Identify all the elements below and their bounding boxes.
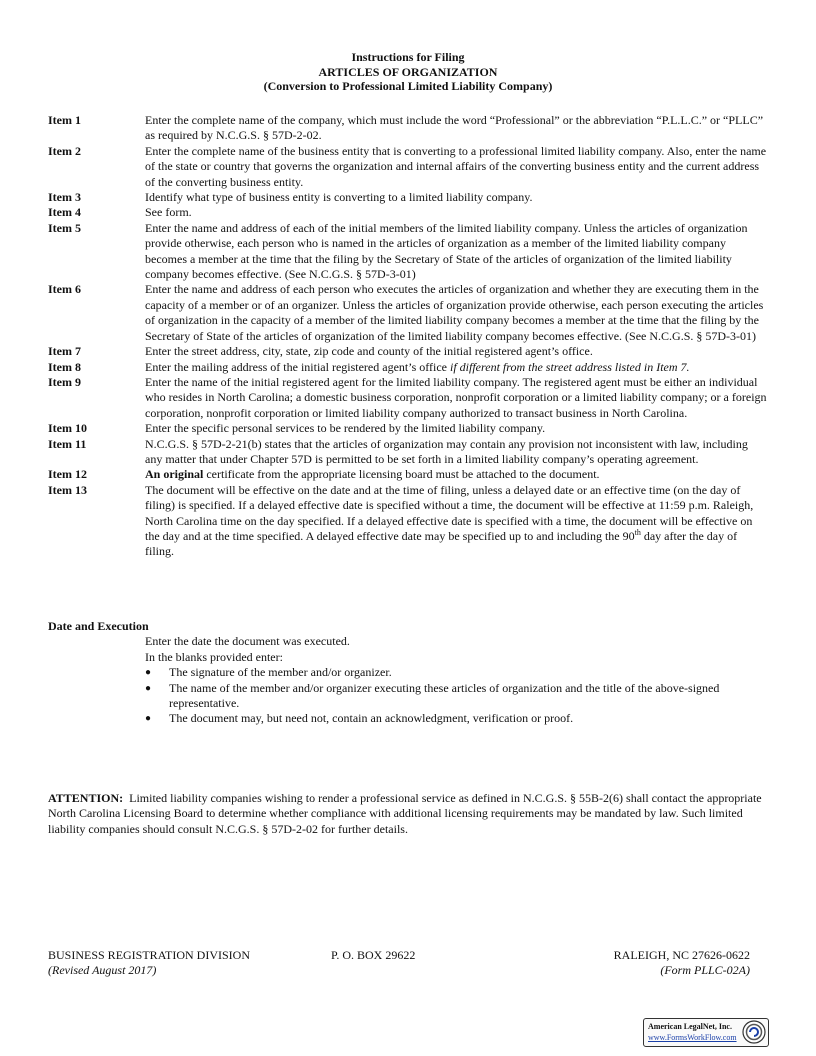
item-label: Item 11	[48, 436, 87, 451]
logo-company-name: American LegalNet, Inc.	[648, 1022, 732, 1031]
item-list	[48, 113, 768, 560]
list-item-text: The name of the member and/or organizer executing these articles of organization and the title of the above-signed representative.	[169, 680, 720, 711]
item-row	[48, 375, 768, 421]
item-label: Item 5	[48, 220, 81, 235]
item-text-italic: if different from the street address listed in Item 7.	[450, 359, 690, 374]
item-text: Enter the street address, city, state, zip code and county of the initial registered agent’s office.	[145, 344, 593, 359]
footer-revised: (Revised August 2017)	[48, 963, 157, 977]
item-label: Item 6	[48, 282, 81, 297]
item-text-main: The document will be effective on the date and at the time of filing, unless a delayed date or an effective time (on the day of filing) is specified. If a delayed effective date is specified without a time, the document will be effective at 11:59 p.m. Raleigh, North Carolina time on the day specified. If a delayed effective date is specified with a time, the document will be effective on the day and at the time specified. A delayed effective date may be specified up to and including the 90	[145, 482, 754, 543]
footer-row	[48, 963, 750, 978]
item-text: Enter the specific personal services to be rendered by the limited liability company.	[145, 421, 546, 436]
item-text-main: Enter the mailing address of the initial registered agent’s office	[145, 359, 448, 374]
list-item	[145, 711, 768, 726]
date-execution-line: Enter the date the document was executed.	[145, 634, 350, 649]
item-text	[145, 467, 767, 482]
list-item	[145, 665, 768, 680]
list-item-text: The document may, but need not, contain an acknowledgment, verification or proof.	[169, 711, 574, 726]
list-item-text: The signature of the member and/or organizer.	[169, 665, 392, 680]
item-row	[48, 437, 768, 468]
bullet-icon: ●	[145, 682, 152, 694]
item-row	[48, 483, 768, 560]
publisher-logo[interactable]	[643, 1018, 769, 1047]
item-row	[48, 467, 768, 482]
item-text: See form.	[145, 205, 192, 220]
item-label: Item 2	[48, 143, 81, 158]
footer-division: BUSINESS REGISTRATION DIVISION	[48, 948, 251, 962]
item-row	[48, 421, 768, 436]
item-text-main: certificate from the appropriate licensing board must be attached to the document.	[206, 467, 600, 482]
item-text: Enter the name and address of each of the initial members of the limited liability company. Unless the articles of organization provide otherwise, each person who is named in the articles of organization as a member of the limited liability company becomes a member at the time that the filing by the Secretary of State of the articles of organization of the limited liability company becomes effective. (See N.C.G.S. § 57D-3-01)	[145, 220, 748, 282]
item-label: Item 10	[48, 421, 87, 436]
item-label: Item 1	[48, 113, 81, 127]
bullet-icon: ●	[145, 713, 152, 725]
item-text: Enter the complete name of the company, which must include the word “Professional” or the abbreviation “P.L.L.C.” or “PLLC” as required by N.C.G.S. § 57D-2-02.	[145, 113, 764, 143]
item-text: Enter the name and address of each person who executes the articles of organization and whether they are executing them in the capacity of a member or of an organizer. Unless the articles of organization provide otherwise, each person executing the articles of organization in the capacity of a member of the limited liability company becomes a member at the time that the filing by the Secretary of State of the articles of organization of the limited liability company becomes effective. (See N.C.G.S. § 57D-3-01)	[145, 282, 764, 343]
attention-label: ATTENTION:	[48, 791, 124, 805]
item-row	[48, 344, 768, 359]
item-label: Item 4	[48, 205, 81, 220]
header-line-2: ARTICLES OF ORGANIZATION	[318, 64, 498, 79]
item-text-superscript: th	[634, 527, 641, 537]
item-row	[48, 113, 768, 144]
item-label: Item 9	[48, 374, 81, 389]
item-text: Enter the name of the initial registered agent for the limited liability company. The registered agent must be either an individual who resides in North Carolina; a domestic business corporation, nonprofit corporation or a limited liability company; or a foreign corporation, nonprofit corporation or limited liability company authorized to transact business in North Carolina.	[145, 374, 767, 420]
date-execution-list	[145, 665, 768, 727]
page-footer	[48, 948, 750, 978]
item-text	[145, 360, 767, 375]
item-text: Identify what type of business entity is converting to a limited liability company.	[145, 190, 533, 205]
date-execution-body	[48, 634, 768, 726]
header-line-3: (Conversion to Professional Limited Liability Company)	[263, 79, 553, 93]
item-text: N.C.G.S. § 57D-2-21(b) states that the articles of organization may contain any provision not inconsistent with law, including any matter that under Chapter 57D is permitted to be set forth in a limited liability company’s operating agreement.	[145, 436, 748, 466]
seal-icon	[742, 1020, 766, 1044]
document-header	[0, 50, 816, 94]
footer-po-box: P. O. BOX 29622	[331, 948, 416, 962]
item-text-bold: An original	[145, 467, 204, 482]
item-label: Item 8	[48, 359, 81, 374]
item-label: Item 12	[48, 467, 87, 482]
item-row	[48, 205, 768, 220]
item-row	[48, 360, 768, 375]
item-text	[145, 483, 767, 560]
footer-city: RALEIGH, NC 27626-0622	[613, 948, 750, 962]
attention-text: Limited liability companies wishing to render a professional service as defined in N.C.G.S. § 55B-2(6) shall contact the appropriate North Carolina Licensing Board to determine whether compliance with additional licensing requirements may be mandated by law. Such limited liability companies should consult N.C.G.S. § 57D-2-02 for further details.	[48, 791, 762, 836]
item-text: Enter the complete name of the business entity that is converting to a professional limited liability company. Also, enter the name of the state or country that governs the organization and internal affairs of the converting business entity and the current address of the converting business entity.	[145, 143, 767, 189]
list-item	[145, 681, 768, 712]
date-execution-title: Date and Execution	[48, 619, 149, 633]
date-execution-line: In the blanks provided enter:	[145, 649, 283, 664]
item-label: Item 7	[48, 344, 81, 359]
item-row	[48, 190, 768, 205]
date-execution-section	[48, 619, 768, 727]
header-line-1: Instructions for Filing	[351, 50, 465, 64]
item-label: Item 13	[48, 482, 87, 497]
item-row	[48, 221, 768, 283]
footer-form-number: (Form PLLC-02A)	[660, 963, 750, 977]
item-row	[48, 144, 768, 190]
attention-notice	[48, 791, 764, 837]
item-row	[48, 282, 768, 344]
footer-row	[48, 948, 750, 963]
logo-website-link[interactable]: www.FormsWorkFlow.com	[648, 1033, 737, 1042]
bullet-icon: ●	[145, 667, 152, 679]
item-text-after: day after the day of filing.	[145, 528, 738, 559]
item-label: Item 3	[48, 190, 81, 205]
